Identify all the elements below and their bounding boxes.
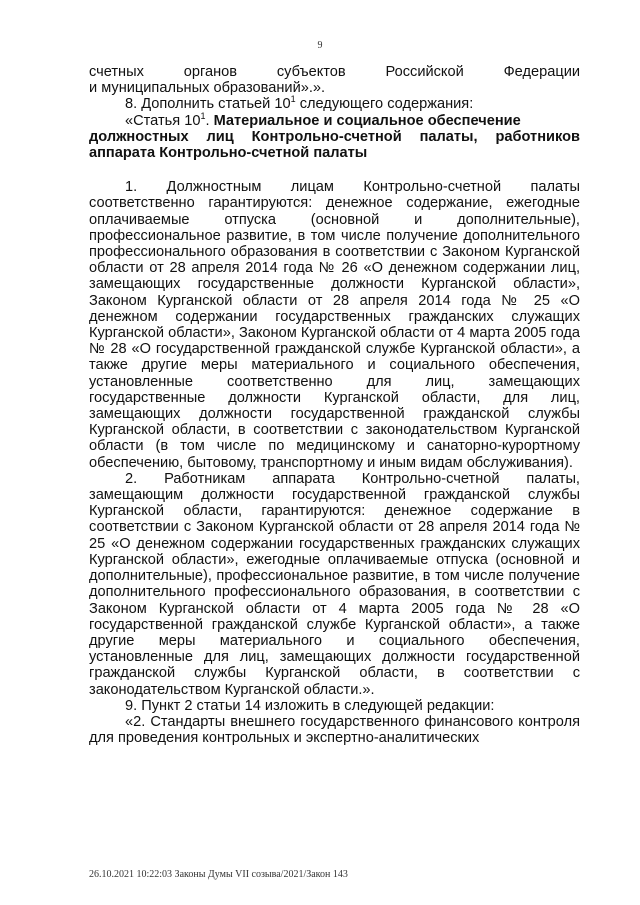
amendment-item-9: 9. Пункт 2 статьи 14 изложить в следующей редакции: (125, 697, 495, 714)
document-body (89, 64, 580, 746)
text-run: 8. Дополнить статьей 10 (125, 96, 291, 113)
superscript: 1 (200, 110, 206, 121)
article-label: «Статья 10 (125, 112, 201, 129)
spacer (89, 161, 580, 179)
article-title: Материальное и социальное обеспечение (209, 112, 521, 129)
text-run: . (205, 112, 210, 129)
text-run: следующего содержания: (295, 96, 474, 113)
text-line: счетных органов субъектов Российской Федерации (89, 64, 580, 80)
page-number: 9 (317, 40, 323, 51)
superscript: 1 (290, 94, 296, 105)
footer-stamp: 26.10.2021 10:22:03 Законы Думы VII созыва/2021/Закон 143 (89, 869, 348, 880)
text-line: и муниципальных образований».». (89, 80, 326, 97)
amendment-item-8 (89, 96, 580, 112)
paragraph-continued: «2. Стандарты внешнего государственного финансового контроля для проведения контрольных и экспертно-аналитических (89, 713, 580, 747)
article-title-line: аппарата Контрольно-счетной палаты (89, 145, 368, 162)
paragraph-2: 2. Работникам аппарата Контрольно-счетной палаты, замещающим должности государственной гражданской службы Курганской области, гарантируются: денежное содержание в соответствии с Законом Курганской области от 28 апреля 2014 года № 25 «О денежном содержании государственных гражданских служащих Курганской области», ежегодные оплачиваемые отпуска (основной и дополнительные), профессиональное развитие, в том числе получение дополнительного профессионального образования, в соответствии с Законом Курганской области от 4 марта 2005 года № 28 «О государственной гражданской службе Курганской области», а также другие меры материального и социального обеспечения, установленные для лиц, замещающих должности государственной гражданской службы Курганской области, в соответствии с законодательством Курганской области.». (89, 470, 580, 698)
article-heading (89, 110, 580, 129)
paragraph-1: 1. Должностным лицам Контрольно-счетной палаты соответственно гарантируются: денежное содержание, ежегодные оплачиваемые отпуска (основной и дополнительные), профессиональное развитие, в том числе получение дополнительного профессионального образования в соответствии с Законом Курганской области от 28 апреля 2014 года № 26 «О денежном содержании лиц, замещающих государственные должности Курганской области», Законом Курганской области от 28 апреля 2014 года № 25 «О денежном содержании государственных гражданских служащих Курганской области», Законом Курганской области от 4 марта 2005 года № 28 «О государственной гражданской службе Курганской области», а также другие меры материального и социального обеспечения, установленные соответственно для лиц, замещающих государственные должности Курганской области, для лиц, замещающих должности государственной гражданской службы Курганской области, в соответствии с законодательством Курганской области (в том числе по медицинскому и санаторно-курортному обеспечению, бытовому, транспортному и иным видам обслуживания). (89, 179, 580, 471)
article-title-line: должностных лиц Контрольно-счетной палаты, работников (89, 128, 580, 145)
